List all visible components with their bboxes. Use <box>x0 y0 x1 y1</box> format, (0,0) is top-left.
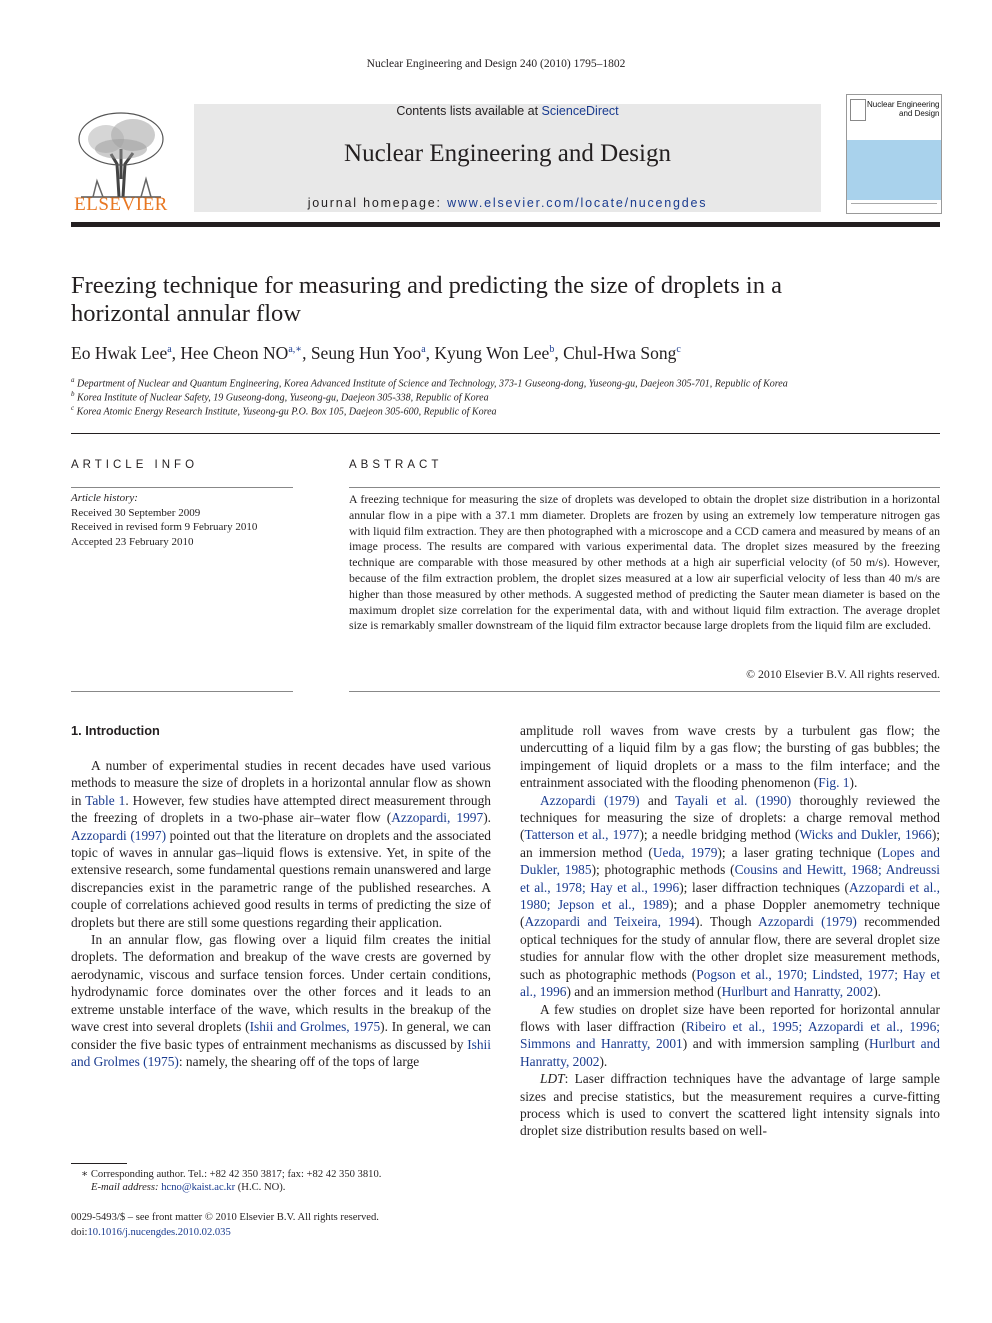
text-run: A number of experimental studies in recent decades have used various methods to measure the size of droplets in a horizontal annular flow as shown in <box>71 758 491 808</box>
text-run: ). Though <box>695 914 759 930</box>
text-run: ); and a phase Doppler anemometry technique ( <box>520 897 941 930</box>
cover-image <box>847 140 941 200</box>
header-rule <box>71 222 940 227</box>
citation-link[interactable]: Azzopardi and Teixeira, 1994 <box>524 914 696 930</box>
citation-link[interactable]: Hurlburt and Hanratty, 2002 <box>721 984 874 1000</box>
paragraph <box>71 757 491 931</box>
article-history: Article history: Received 30 September 2009 Received in revised form 9 February 2010 Accepted 23 February 2010 <box>71 492 258 548</box>
paragraph <box>520 1001 940 1071</box>
affiliation: $^b$ Korea Institute of Nuclear Safety, 19 Guseong-dong, Yuseong-gu, Daejeon 305-338, Republic of Korea <box>71 390 489 404</box>
text-run: ). <box>873 984 881 1000</box>
journal-title: Nuclear Engineering and Design <box>344 140 671 167</box>
affiliation: $^a$ Department of Nuclear and Quantum Engineering, Korea Advanced Institute of Science and Technology, 373-1 Guseong-dong, Yuseong-gu, Daejeon 305-701, Republic of Korea <box>71 376 788 390</box>
citation-link[interactable]: Azzopardi (1979) <box>540 792 640 808</box>
contents-available-line <box>194 104 821 118</box>
divider <box>71 691 293 692</box>
text-run: ). In general, we can consider the five basic types of entrainment mechanisms as discussed by <box>71 1019 491 1052</box>
text-run: ); a laser grating technique ( <box>717 844 882 860</box>
right-column <box>520 722 940 1140</box>
left-column <box>71 757 491 1070</box>
divider <box>349 487 940 488</box>
email-note: E-mail address: hcno@kaist.ac.kr (H.C. NO). <box>91 1182 286 1193</box>
text-run: thoroughly reviewed the techniques for measuring the size of droplets: a charge removal method ( <box>520 792 940 843</box>
text-run: ) and with immersion sampling ( <box>682 1036 869 1052</box>
citation-link[interactable]: Table 1 <box>85 792 126 808</box>
text-run: . However, few studies have attempted direct measurement through the freezing of droplets in a two-phase air–water flow ( <box>71 792 492 826</box>
citation-link[interactable]: Fig. 1 <box>818 775 850 791</box>
author[interactable]: Chul-Hwa Song$^c$ <box>563 343 681 363</box>
divider <box>349 691 940 692</box>
author[interactable]: Kyung Won Lee$^b$ <box>434 343 555 363</box>
citation-link[interactable]: Wicks and Dukler, 1966 <box>799 827 932 843</box>
citation-link[interactable]: Hurlburt and Hanratty, 2002 <box>520 1036 940 1069</box>
author[interactable]: Hee Cheon $NO^{a,∗}$ <box>180 343 303 363</box>
text-run: : namely, the shearing off of the tops of large <box>178 1053 420 1069</box>
citation-link[interactable]: Azzopardi (1997) <box>71 827 167 843</box>
text-run: and <box>639 792 676 808</box>
text-run: ). <box>483 810 491 826</box>
text-run: ); laser diffraction techniques ( <box>679 879 850 895</box>
citation-link[interactable]: Ishii and Grolmes (1975) <box>71 1036 491 1069</box>
text-run: In an annular flow, gas flowing over a liquid film creates the initial droplets. The deformation and breakup of the wave crests are governed by aerodynamic, viscous and surface tension forces. Under certain conditions, hydrodynamic force dominates over the other forces and it leads to an extreme unstable interface of the wave, which results in the breakup of the wave crest into several droplets ( <box>71 932 491 1035</box>
abstract-copyright: © 2010 Elsevier B.V. All rights reserved. <box>746 667 940 681</box>
citation-link[interactable]: Ribeiro et al., 1995; Azzopardi et al., 1996; Simmons and Hanratty, 2001 <box>520 1018 940 1052</box>
article-info-heading: ARTICLE INFO <box>71 459 199 471</box>
email-link[interactable]: hcno@kaist.ac.kr <box>161 1182 236 1193</box>
article-title: Freezing technique for measuring and predicting the size of droplets in a horizontal annular flow <box>71 272 782 327</box>
citation-link[interactable]: Azzopardi (1979) <box>758 914 857 930</box>
citation-link[interactable]: Tatterson et al., 1977 <box>524 827 640 843</box>
text-run: amplitude roll waves from wave crests by a turbulent gas flow; the undercutting of a liquid film by a gas flow; the bursting of gas bubbles; the impingement of liquid droplets or a mass to the film interface; and the entrainment associated with the flooding phenomenon ( <box>520 723 940 791</box>
text-run: ); photographic methods ( <box>591 862 735 878</box>
text-run: LDT <box>540 1071 565 1087</box>
text-run: ) and an immersion method ( <box>566 984 722 1000</box>
text-run: pointed out that the literature on droplets and the associated topic of waves in annular gas–liquid flows is extensive. Yet, in spite of the extensive research, some fundamental questions remain unanswered and large discrepancies exist in the parametric range of the published researches. A couple of correlations achieved good results in terms of predicting the size of droplets but there are still some questions regarding their application. <box>71 827 491 930</box>
affiliation: $^c$ Korea Atomic Energy Research Institute, Yuseong-gu P.O. Box 105, Daejeon 305-600, Republic of Korea <box>71 404 497 418</box>
citation-link[interactable]: Ishii and Grolmes, 1975 <box>249 1019 381 1035</box>
text-run: ); a needle bridging method ( <box>639 827 800 843</box>
text-run: ). <box>599 1053 608 1069</box>
journal-citation: Nuclear Engineering and Design 240 (2010) 1795–1802 <box>366 58 626 70</box>
citation-link[interactable]: Lopes and Dukler, 1985 <box>520 844 940 878</box>
citation-link[interactable]: Pogson et al., 1970; Lindsted, 1977; Hay et al., 1996 <box>520 966 940 1000</box>
doi-link[interactable]: 10.1016/j.nucengdes.2010.02.035 <box>87 1227 231 1238</box>
text-run: ). <box>849 775 858 791</box>
issn-line: 0029-5493/$ – see front matter © 2010 Elsevier B.V. All rights reserved. <box>71 1212 379 1223</box>
text-run: A few studies on droplet size have been reported for horizontal annular flows with laser diffraction ( <box>520 1001 940 1034</box>
author[interactable]: Seung Hun Yoo$^a$ <box>310 343 426 363</box>
paragraph <box>520 792 940 1001</box>
citation-link[interactable]: Ueda, 1979 <box>652 844 718 860</box>
abstract-heading: ABSTRACT <box>349 459 443 471</box>
cover-title: Nuclear Engineering and Design <box>867 100 940 118</box>
cover-logo-icon <box>850 99 866 121</box>
citation-link[interactable]: Cousins and Hewitt, 1968; Andreussi et al., 1978; Hay et al., 1996 <box>520 862 941 895</box>
paragraph <box>71 931 491 1070</box>
journal-banner <box>194 104 821 212</box>
journal-homepage-link[interactable]: www.elsevier.com/locate/nucengdes <box>447 196 708 210</box>
homepage-prefix: journal homepage: <box>307 196 448 210</box>
contents-prefix: Contents lists available at <box>396 104 542 118</box>
elsevier-wordmark: ELSEVIER <box>74 194 168 215</box>
section-heading-introduction: 1. Introduction <box>71 723 160 738</box>
doi-line: doi:10.1016/j.nucengdes.2010.02.035 <box>71 1227 231 1238</box>
author-list: Eo Hwak Lee$^a$, Hee Cheon $NO^{a,∗}$, Seung Hun Yoo$^a$, Kyung Won Lee$^b$, Chul-Hwa Song$^c$ <box>71 343 681 363</box>
journal-cover-thumbnail <box>846 94 942 214</box>
divider <box>71 433 940 434</box>
corresponding-author-note: ∗ Corresponding author. Tel.: +82 42 350 3817; fax: +82 42 350 3810. <box>81 1169 382 1180</box>
text-run: recommended optical techniques for the study of annular flow, there are several droplet size studies for annular flow with the other droplet size measurement methods, such as photographic methods ( <box>520 914 940 982</box>
text-run: : Laser diffraction techniques have the advantage of large sample sizes and precise statistics, but the measurement requires a curve-fitting process which is used to convert the scattered light intensity signals into droplet size distribution results based on well- <box>520 1071 940 1139</box>
footnote-rule <box>71 1163 127 1164</box>
journal-header <box>71 94 940 214</box>
divider <box>71 487 293 488</box>
author[interactable]: Eo Hwak Lee$^a$ <box>71 343 172 363</box>
citation-link[interactable]: Azzopardi et al., 1980; Jepson et al., 1989 <box>520 879 941 913</box>
paragraph <box>520 722 940 792</box>
abstract-body: A freezing technique for measuring the size of droplets was developed to obtain the droplet size distribution in a horizontal annular flow in a pipe with a 37.1 mm diameter. Droplets are frozen by using an extremely low temperature nitrogen gas with liquid film extraction. They are then photographed with a microscope and a CCD camera and measured by means of an image process. The results are compared with various experimental data. The droplet sizes measured by the freezing technique are comparable with those measured by other methods at a high air superficial velocity (of 50 m/s). However, because of the film extraction problem, the droplet sizes measured at a low air superficial velocity of less than 40 m/s are higher than those measured by other methods. A suggested method of predicting the Sauter mean diameter is based on the maximum droplet size correlation for the experimental data, with and without liquid film extraction. The average droplet size is remarkably smaller downstream of the liquid film extractor because large droplets from the liquid film are excluded. <box>349 492 940 633</box>
journal-homepage-line <box>194 196 821 210</box>
paragraph <box>520 1070 940 1140</box>
sciencedirect-link[interactable]: ScienceDirect <box>541 104 619 118</box>
text-run: ); an immersion method ( <box>520 827 940 860</box>
citation-link[interactable]: Tayali et al. (1990) <box>675 792 792 808</box>
citation-link[interactable]: Azzopardi, 1997 <box>391 810 484 826</box>
